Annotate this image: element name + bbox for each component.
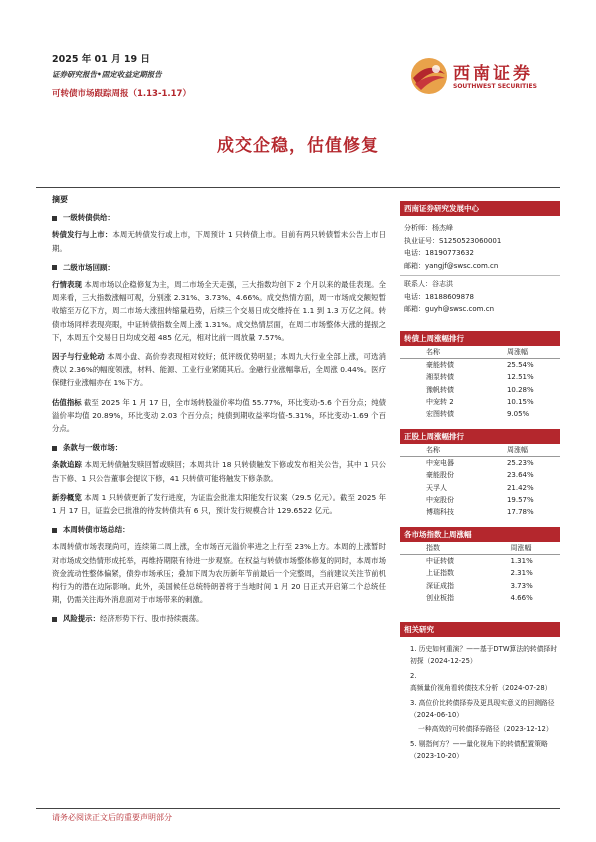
bond-rank-title: 转债上周涨幅排行 (400, 331, 560, 346)
paragraph: 新券概览 本周 1 只转债更新了发行进度，为证监会批准太阳能发行议案（29.5 亿元）。截至 2025 年 1 月 17 日，证监会已批准的待发转债共有 6 只，预计发行规模合计 129.6522 亿元。 (52, 492, 386, 516)
related-item[interactable]: 3. 高位价比转债择券及更具现实意义的回测路径（2024-06-10） (410, 698, 555, 720)
paragraph: 因子与行业轮动 本周小盘、高价券表现相对较好；低评级优势明显；本周九大行业全部上涨，可选消费以 2.36%的幅度领涨，材料、能源、工业行业紧随其后。金融行业涨幅靠后，全周涨 0.44%。医疗保健行业涨幅亦在 1%下方。 (52, 352, 386, 388)
paragraph: 行情表现 本周市场以企稳修复为主，周二市场全天走强，三大指数均创下 2 个月以来的最佳表现。全周来看，三大指数涨幅可观，分别涨 2.31%、3.73%、4.66%。成交热情方面，周一市场成交额短暂收缩至万亿下方，周二市场大涨扭转缩量趋势，后续三个交易日成交维持在 1.1 到 1.3 万亿之间。转债市场同样表现亮眼，中证转债指数全周上涨 1.31%。成交热情层面，在周二市场整体大涨的提振之下，本周五个交易日日均成交超 485 亿元，相对比前一周放量 7.57%。 (52, 280, 386, 342)
table-row: 中宠转 2 10.15% (426, 397, 534, 406)
table-row: 豫帆转债 10.28% (426, 385, 534, 394)
abstract-column (52, 193, 386, 630)
contact-line: 电话：18188609878 (404, 292, 474, 301)
column-header: 周涨幅 (484, 542, 560, 555)
bullet-square-icon (52, 528, 57, 533)
report-date: 2025 年 01 月 19 日 (52, 54, 150, 65)
research-center-title: 西南证券研究发展中心 (400, 201, 560, 216)
related-research-box (400, 622, 560, 765)
risk-warning: 风险提示：经济形势下行、股市持续震荡。 (52, 612, 386, 625)
bullet-square-icon (52, 617, 57, 622)
main-title: 成交企稳，估值修复 (217, 136, 379, 156)
analyst-line: 分析师：杨杰峰 (404, 224, 453, 232)
index-rank-title: 各市场指数上周涨幅 (400, 527, 560, 542)
index-rank-table (400, 542, 560, 604)
paragraph: 估值指标 截至 2025 年 1 月 17 日，全市场转股溢价率均值 55.77%，环比变动-5.6 个百分点；纯债溢价率均值 20.89%，环比变动 2.03 个百分点；纯债到期收益率均值-5.31%，环比变动-1.69 个百分点。 (52, 397, 386, 434)
report-type: 证券研究报告•固定收益定期报告 (52, 70, 162, 79)
paragraph: 本周转债市场表现尚可，连续第二周上涨，全市场百元溢价率进之上行至 23%上方。本周的上涨暂时对市场成交热情形成托举，再维持期限有待进一步观察。在权益与转债市场整体修复的同时，本周市场资金流动性整体偏紧，债券市场承压；叠加下周为农历新年节前最后一个完整周，当前建议关注节前机构行为的潜在边际影响。此外，美国候任总统特朗普将于当地时间 1 月 20 日正式开启第二个总统任期，仍需关注海外消息面对于市场带来的刺激。 (52, 542, 386, 605)
research-center-box (400, 201, 560, 316)
section-heading: 条款与一级市场： (52, 441, 386, 454)
table-row: 湘泵转债 12.51% (426, 373, 534, 382)
divider (400, 275, 560, 276)
bond-rank-table (400, 346, 560, 420)
section-heading: 一级转债供给： (52, 211, 386, 224)
table-row: 宏图转债 9.05% (426, 410, 530, 419)
logo-text-en: SOUTHWEST SECURITIES (453, 83, 537, 90)
footer-disclaimer: 请务必阅读正文后的重要声明部分 (52, 813, 172, 822)
logo-text-cn: 西南证券 (453, 64, 533, 84)
bond-rank-box (400, 331, 560, 420)
index-rank-box (400, 527, 560, 604)
table-row: 中宠股份 19.57% (426, 495, 534, 504)
table-row: 深证成指 3.73% (426, 581, 533, 590)
column-header: 周涨幅 (481, 346, 560, 359)
top-divider (36, 187, 560, 188)
table-row: 豪能股份 23.64% (426, 471, 534, 480)
table-row: 天孚人 21.42% (426, 483, 534, 492)
related-item[interactable]: 一种高效的可转债择券路径（2023-12-12） (418, 725, 553, 734)
related-research-title: 相关研究 (400, 622, 560, 637)
column-header: 名称 (400, 444, 481, 457)
contact-line: 邮箱：guyh@swsc.com.cn (404, 305, 495, 314)
column-header: 周涨幅 (481, 444, 560, 457)
bullet-square-icon (52, 446, 57, 451)
stock-rank-table (400, 444, 560, 518)
table-row: 中宠电器 25.23% (426, 459, 534, 468)
table-row: 博瑞科技 17.78% (426, 508, 534, 517)
report-series-title: 可转债市场跟踪周报（1.13-1.17） (52, 89, 191, 99)
stock-rank-box (400, 429, 560, 518)
section-heading: 二级市场回顾： (52, 261, 386, 274)
paragraph: 转债发行与上市：本周无转债发行或上市，下周预计 1 只转债上市。目前有两只转债暂未公告上市日期。 (52, 230, 386, 253)
table-row: 创业板指 4.66% (426, 593, 533, 602)
logo-mark-icon (409, 56, 449, 96)
bullet-square-icon (52, 265, 57, 270)
related-item[interactable]: 5. 剔指何方？——量化视角下的转债配置策略（2023-10-20） (410, 739, 548, 761)
paragraph: 条款追踪 本周无转债触发赎回暂或赎回；本周共计 18 只转债触发下修或发布相关公告，其中 1 只公告下修、1 只公告董事会提议下修，41 只转债可能将触发下修条款。 (52, 460, 386, 483)
column-header: 指数 (400, 542, 484, 555)
section-heading: 本周转债市场总结： (52, 523, 386, 536)
table-row: 豪能转债 25.54% (426, 361, 534, 370)
bottom-divider (36, 808, 560, 809)
contact-line: 联系人：谷志洪 (404, 279, 453, 288)
abstract-heading: 摘要 (52, 195, 68, 204)
related-item[interactable]: 2. 高频量价视角看转债技术分析（2024-07-28） (410, 671, 552, 693)
company-logo (409, 50, 559, 102)
bullet-square-icon (52, 216, 57, 221)
column-header: 名称 (400, 346, 481, 359)
table-row: 上证指数 2.31% (426, 569, 533, 578)
table-row: 中证转债 1.31% (426, 557, 533, 566)
related-item[interactable]: 1. 历史如何重演？——基于DTW算法的转债择时初探（2024-12-25） (410, 645, 558, 666)
stock-rank-title: 正股上周涨幅排行 (400, 429, 560, 444)
analyst-line: 邮箱：yangjf@swsc.com.cn (404, 262, 499, 271)
analyst-line: 电话：18190773632 (404, 249, 474, 258)
analyst-line: 执业证号：S1250523060001 (404, 236, 502, 245)
